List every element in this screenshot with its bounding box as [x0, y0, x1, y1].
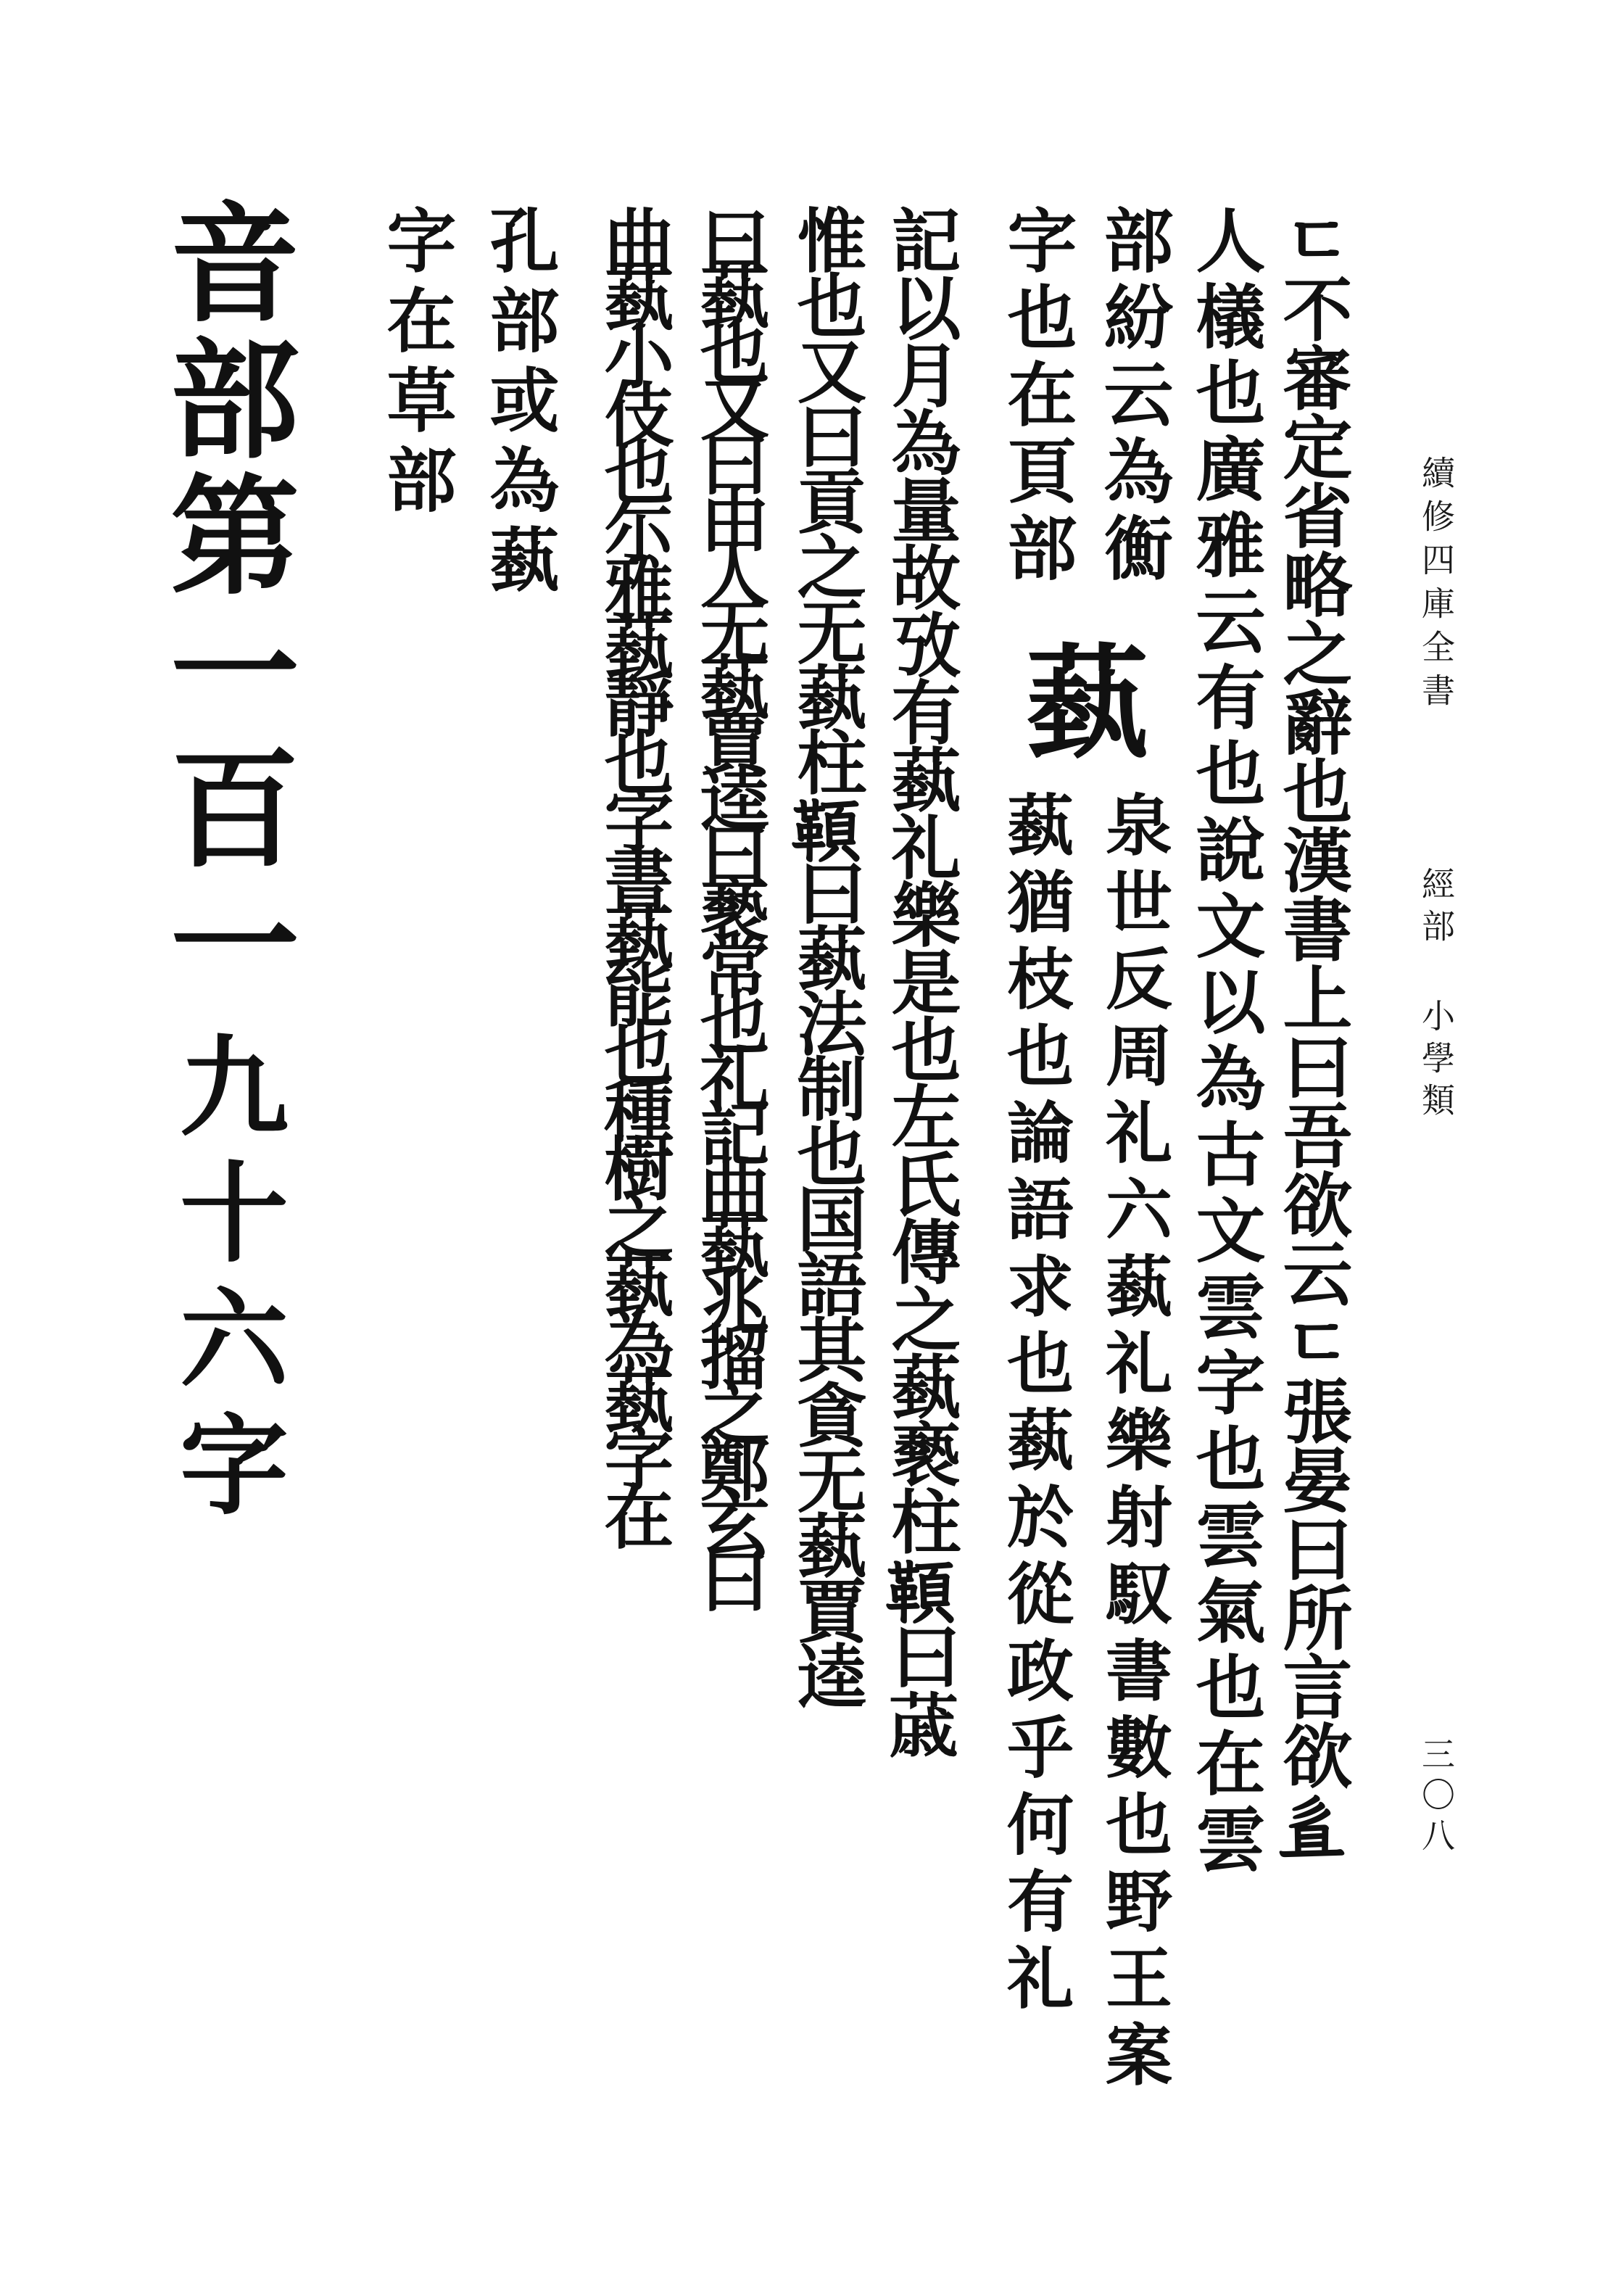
page-number: 三〇八 [1417, 1737, 1456, 1859]
section-title: 音部第一百一 [149, 196, 300, 1014]
series-title: 續修四庫全書 [1417, 455, 1456, 716]
section-character-count: 九十六字 [161, 1030, 289, 1534]
entry-note-column-2: 蓺猶枝也論語求也蓺於從政乎何有礼 [996, 790, 1074, 2020]
text-column-6: 惟也又曰貢之无蓺柱𩔈曰蓺法制也国語其貪无蓺賈逵 [786, 204, 868, 1706]
text-column-3: 部紛云為𢖍 [1093, 204, 1174, 589]
text-column-9: 孔部或為蓺 [478, 204, 560, 603]
text-column-4: 字也在頁部 [996, 204, 1078, 589]
entry-head-character: 蓺 [1004, 638, 1149, 761]
category-label: 經部 小學類 [1417, 867, 1456, 1125]
text-column-1: ㄷ不審定省略之辭也漢書上曰吾欲云ㄷ張晏曰所言欲𢒉 [1272, 204, 1354, 1858]
text-column-5: 記以月為量故攷有蓺礼樂是也左氏傳之蓺褻柱𩔈曰𦸗 [880, 204, 962, 1756]
entry-note-column-1: 泉世反周礼六蓺礼樂射馭書數也野王案 [1095, 790, 1173, 2097]
text-column-8: 曲蓺小伎也尓雅蓺靜也字書蓺能也種樹之蓺為蓺字在 [593, 204, 675, 1539]
text-column-7: 曰蓺也又曰由人无蓺賈逵曰褻常也礼記曲蓺兆㨨之鄭玄曰 [689, 204, 771, 1600]
text-column-2: 人檥也廣雅云有也說文以為古文雲字也雲氣也在雲 [1185, 204, 1267, 1880]
text-column-10-visible: 字在草部 [376, 204, 457, 524]
